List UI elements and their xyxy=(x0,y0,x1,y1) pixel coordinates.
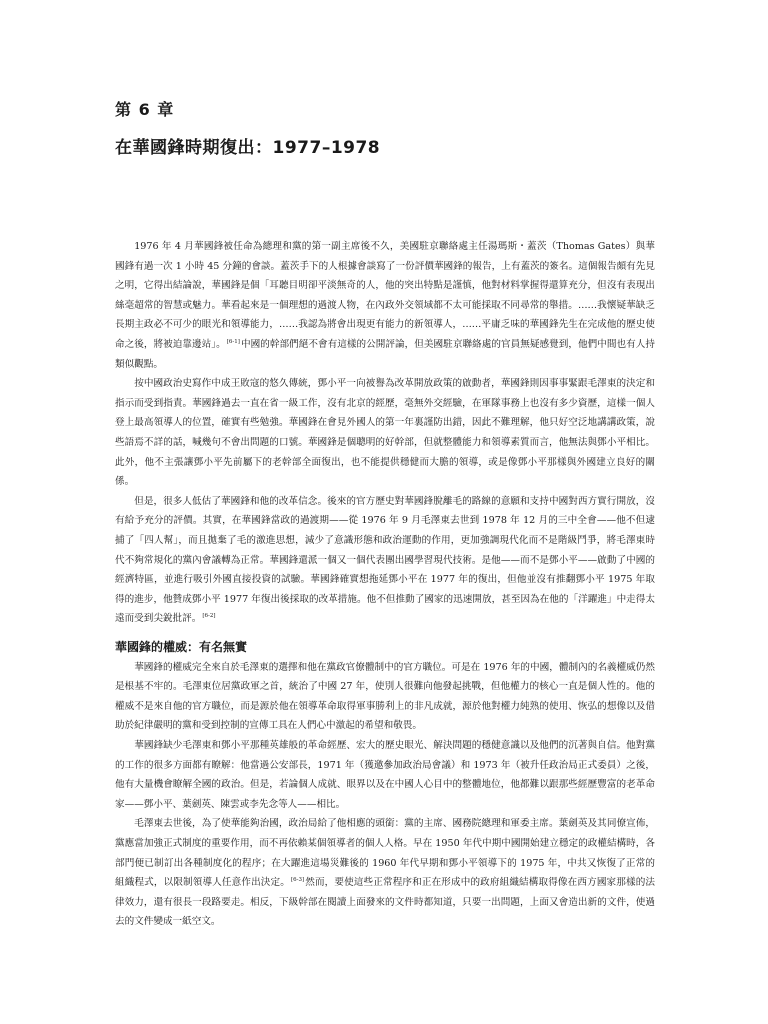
paragraph-text: 華國鋒的權威完全來自於毛澤東的選擇和他在黨政官僚體制中的官方職位。可是在 1976 年的中國，體制內的名義權威仍然是根基不牢的。毛澤東位居黨政軍之首，統治了中國 27 年，使別人很難向他發起挑戰，但他權力的核心一直是個人性的。他的權威不是來自他的官方職位，而是源於他在領導革命取得軍事勝利上的非凡成就，源於他對權力純熟的使用、恢弘的想像以及借助於紀律嚴明的黨和受到控制的宣傳工具在人們心中激起的希望和敬畏。 xyxy=(115,661,655,732)
paragraph xyxy=(115,492,655,629)
paragraph-text: 華國鋒缺少毛澤東和鄧小平那種英雄般的革命經歷、宏大的歷史眼光、解決問題的穩健意識以及他們的沉著與自信。他對黨的工作的很多方面都有瞭解：他當過公安部長，1971 年（獲邀參加政治局會議）和 1973 年（被升任政治局正式委員）之後，他有大量機會瞭解全國的政治。但是，若論個人成就、眼界以及在中國人心目中的整體地位，他都難以跟那些經歷豐富的老革命家——鄧小平、葉劍英、陳雲或李先念等人——相比。 xyxy=(115,739,655,810)
paragraph xyxy=(115,736,655,814)
footnote-ref[interactable]: [6-3] xyxy=(290,876,305,883)
paragraph-text: 毛澤東去世後，為了使華能夠治國，政治局給了他相應的頭銜：黨的主席、國務院總理和軍委主席。葉劍英及其同僚宣佈，黨應當加強正式制度的重要作用，而不再依賴某個領導者的個人人格。早在 1950 年代中期中國開始建立穩定的政權結構時，各部門便已制訂出各種制度化的程序；在大躍進這場災難後的 1960 年代早期和鄧小平領導下的 1975 年，中共又恢復了正常的組織程式，以限制領導人任意作出決定。 xyxy=(115,818,655,889)
paragraph-text: 1976 年 4 月華國鋒被任命為總理和黨的第一副主席後不久，美國駐京聯絡處主任湯瑪斯・蓋茨（Thomas Gates）與華國鋒有過一次 1 小時 45 分鐘的會談。蓋茨手下的人根據會談寫了一份評價華國鋒的報告，上有蓋茨的簽名。這個報告頗有先見之明，它得出結論說，華國鋒是個「耳聽目明卻平淡無奇的人，他的突出特點是謹慎，他對材料掌握得還算充分，但沒有表現出絲毫超常的智慧或魅力。華看起來是一個理想的過渡人物，在內政外交領域都不太可能採取不同尋常的舉措。……我懷疑華缺乏長期主政必不可少的眼光和領導能力，……我認為將會出現更有能力的新領導人，……平庸乏味的華國鋒先生在完成他的歷史使命之後，將被迫靠邊站」。 xyxy=(115,241,655,350)
chapter-title: 在華國鋒時期復出：1977–1978 xyxy=(115,138,381,158)
paragraph xyxy=(115,374,655,492)
paragraph xyxy=(115,658,655,736)
paragraph-text: 然而，要使這些正常程序和正在形成中的政府組織結構取得像在西方國家那樣的法律效力，還有很長一段路要走。相反，下級幹部在閱讀上面發來的文件時都知道，只要一出問題，上面又會造出新的文件，使過去的文件變成一紙空文。 xyxy=(115,877,656,928)
footnote-ref[interactable]: [6-2] xyxy=(202,613,216,620)
chapter-number: 第 6 章 xyxy=(115,100,175,119)
paragraph xyxy=(115,814,655,932)
paragraph xyxy=(115,237,655,374)
section-authority xyxy=(115,638,655,932)
intro-text xyxy=(115,237,655,629)
footnote-ref[interactable]: [6-1] xyxy=(226,338,240,345)
section-heading: 華國鋒的權威：有名無實 xyxy=(115,640,248,654)
paragraph-text: 按中國政治史寫作中成王敗寇的悠久傳統，鄧小平一向被譽為改革開放政策的啟動者，華國鋒則因事事緊跟毛澤東的決定和指示而受到指責。華國鋒過去一直在省一級工作，沒有北京的經歷，毫無外交經驗，在軍隊事務上也沒有多少資歷，這樣一個人登上最高領導人的位置，確實有些勉強。華國鋒在會見外國人的第一年裏謹防出錯，因此不難理解，他只好空泛地講講政策，說些語焉不詳的話，喊幾句不會出問題的口號。華國鋒是個聰明的好幹部，但就整體能力和領導素質而言，他無法與鄧小平相比。此外，他不主張讓鄧小平先前屬下的老幹部全面復出，也不能提供穩健而大膽的領導，或是像鄧小平那樣與外國建立良好的關係。 xyxy=(115,378,655,488)
paragraph-text: 中國的幹部們絕不會有這樣的公開評論，但美國駐京聯絡處的官員無疑感覺到，他們中間也有人持類似觀點。 xyxy=(115,338,656,370)
paragraph-text: 但是，很多人低估了華國鋒和他的改革信念。後來的官方歷史對華國鋒脫離毛的路線的意願和支持中國對西方實行開放，沒有給予充分的評價。其實，在華國鋒當政的過渡期——從 1976 年 9 月毛澤東去世到 1978 年 12 月的三中全會——他不但逮捕了「四人幫」，而且拋棄了毛的激進思想，減少了意識形態和政治運動的作用，更加強調現代化而不是階級鬥爭，將毛澤東時代不夠常規化的黨內會議轉為正常。華國鋒還派一個又一個代表團出國學習現代技術。是他——而不是鄧小平——啟動了中國的經濟特區，並進行吸引外國直接投資的試驗。華國鋒確實想拖延鄧小平在 1977 年的復出，但他並沒有推翻鄧小平 1975 年取得的進步，他贊成鄧小平 1977 年復出後採取的改革措施。他不但推動了國家的迅速開放，甚至因為在他的「洋躍進」中走得太遠而受到尖銳批評。 xyxy=(115,495,655,625)
